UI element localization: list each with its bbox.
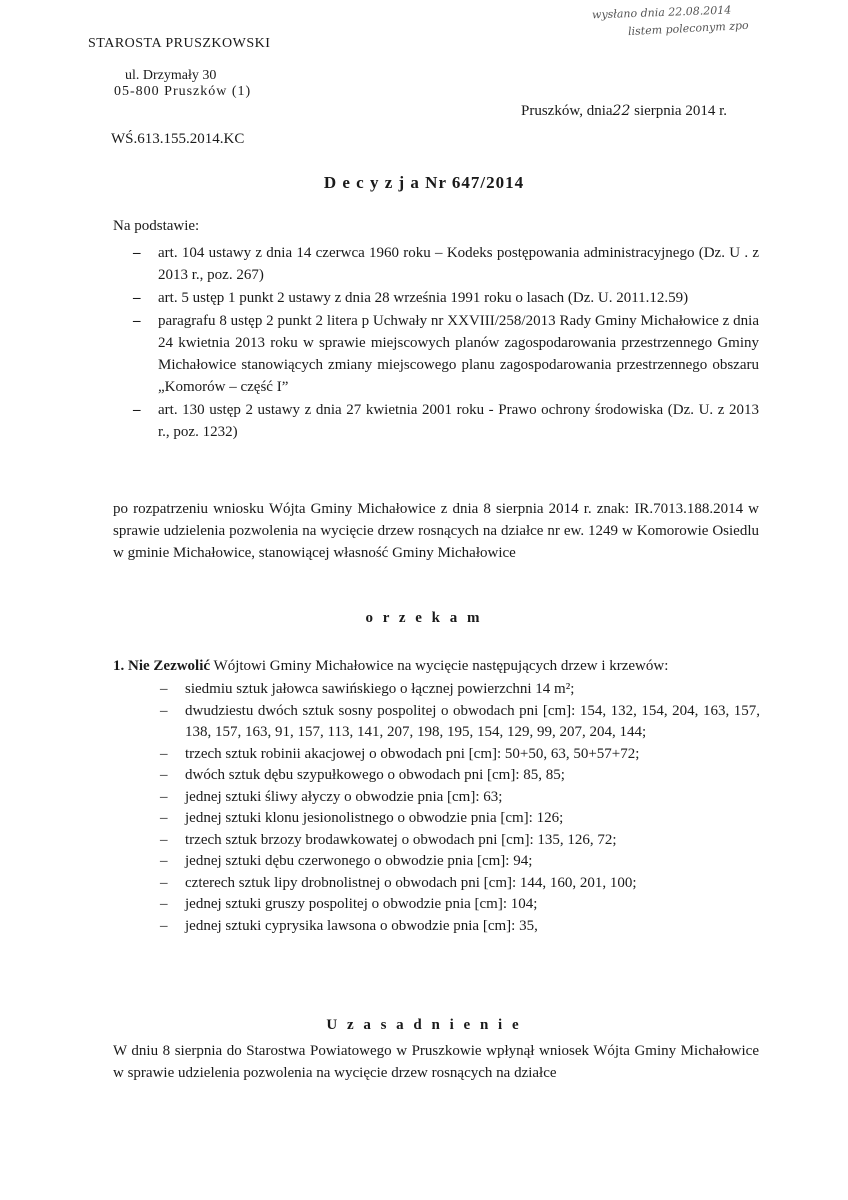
place-date-prefix: Pruszków, dnia bbox=[521, 103, 613, 119]
tree-item: – trzech sztuk brzozy brodawkowatej o obwodach pni [cm]: 135, 126, 72; bbox=[160, 830, 760, 852]
justification-heading: U z a s a d n i e n i e bbox=[326, 1017, 522, 1033]
tree-item: – jednej sztuki śliwy ałyczy o obwodzie pnia [cm]: 63; bbox=[160, 787, 760, 809]
address-street: ul. Drzymały 30 bbox=[125, 68, 217, 83]
legal-basis-item: – art. 130 ustęp 2 ustawy z dnia 27 kwietnia 2001 roku - Prawo ochrony środowiska (Dz. U. z 2013 r., poz. 1232) bbox=[113, 399, 759, 443]
place-date-suffix: sierpnia 2014 r. bbox=[634, 103, 728, 119]
tree-item: – trzech sztuk robinii akacjowej o obwodach pni [cm]: 50+50, 63, 50+57+72; bbox=[160, 744, 760, 766]
handwritten-sent-note-line1: wysłano dnia 22.08.2014 bbox=[591, 3, 732, 22]
case-reference: WŚ.613.155.2014.KC bbox=[111, 131, 245, 147]
decision-line bbox=[113, 658, 668, 675]
tree-item: – dwóch sztuk dębu szypułkowego o obwodach pni [cm]: 85, 85; bbox=[160, 765, 760, 787]
legal-basis-heading: Na podstawie: bbox=[113, 218, 200, 234]
tree-item: – siedmiu sztuk jałowca sawińskiego o łącznej powierzchni 14 m²; bbox=[160, 679, 760, 701]
decision-title: D e c y z j a Nr 647/2014 bbox=[323, 173, 525, 192]
tree-item: – dwudziestu dwóch sztuk sosny pospolitej o obwodach pni [cm]: 154, 132, 154, 204, 163, 157, 138, 157, 163, 91, 157, 113, 141, 207, 198, 195, 154, 129, 99, 207, 204, 144; bbox=[160, 701, 760, 744]
legal-basis-item: – paragrafu 8 ustęp 2 punkt 2 litera p Uchwały nr XXVIII/258/2013 Rady Gminy Michałowice z dnia 24 kwietnia 2013 roku w sprawie miejscowych planów zagospodarowania przestrzennego Gminy Michałowice stanowiących zmiany miejscowego planu zagospodarowania przestrzennego obszaru „Komorów – część I” bbox=[113, 310, 759, 398]
ruling-heading: o r z e k a m bbox=[365, 610, 483, 626]
considering-paragraph: po rozpatrzeniu wniosku Wójta Gminy Michałowice z dnia 8 sierpnia 2014 r. znak: IR.7013.188.2014 w sprawie udzielenia pozwolenia na wycięcie drzew rosnących na działce nr ew. 1249 w Komorowie Osiedlu w gminie Michałowice, stanowiącej własność Gminy Michałowice bbox=[113, 501, 759, 561]
handwritten-sent-note-line2: listem poleconym zpo bbox=[627, 18, 749, 39]
tree-item: – jednej sztuki cyprysika lawsona o obwodzie pnia [cm]: 35, bbox=[160, 916, 760, 938]
legal-basis-item: – art. 104 ustawy z dnia 14 czerwca 1960 roku – Kodeks postępowania administracyjnego (Dz. U . z 2013 r., poz. 267) bbox=[113, 242, 759, 286]
address-city: 05-800 Pruszków (1) bbox=[114, 84, 252, 99]
legal-basis-list bbox=[113, 242, 759, 444]
decision-verdict: 1. Nie Zezwolić bbox=[113, 658, 211, 674]
place-and-date bbox=[521, 103, 727, 120]
trees-list bbox=[160, 679, 760, 937]
issuing-office: STAROSTA PRUSZKOWSKI bbox=[88, 36, 271, 51]
tree-item: – jednej sztuki klonu jesionolistnego o obwodzie pnia [cm]: 126; bbox=[160, 808, 760, 830]
tree-item: – jednej sztuki gruszy pospolitej o obwodzie pnia [cm]: 104; bbox=[160, 894, 760, 916]
tree-item: – jednej sztuki dębu czerwonego o obwodzie pnia [cm]: 94; bbox=[160, 851, 760, 873]
tree-item: – czterech sztuk lipy drobnolistnej o obwodach pni [cm]: 144, 160, 201, 100; bbox=[160, 873, 760, 895]
justification-paragraph: W dniu 8 sierpnia do Starostwa Powiatowego w Pruszkowie wpłynął wniosek Wójta Gminy Michałowice w sprawie udzielenia pozwolenia na wycięcie drzew rosnących na działce bbox=[113, 1043, 759, 1081]
decision-subject: Wójtowi Gminy Michałowice na wycięcie następujących drzew i krzewów: bbox=[213, 658, 669, 674]
legal-basis-item: – art. 5 ustęp 1 punkt 2 ustawy z dnia 28 września 1991 roku o lasach (Dz. U. 2011.12.59) bbox=[113, 287, 759, 309]
place-date-day: 22 bbox=[612, 103, 631, 119]
